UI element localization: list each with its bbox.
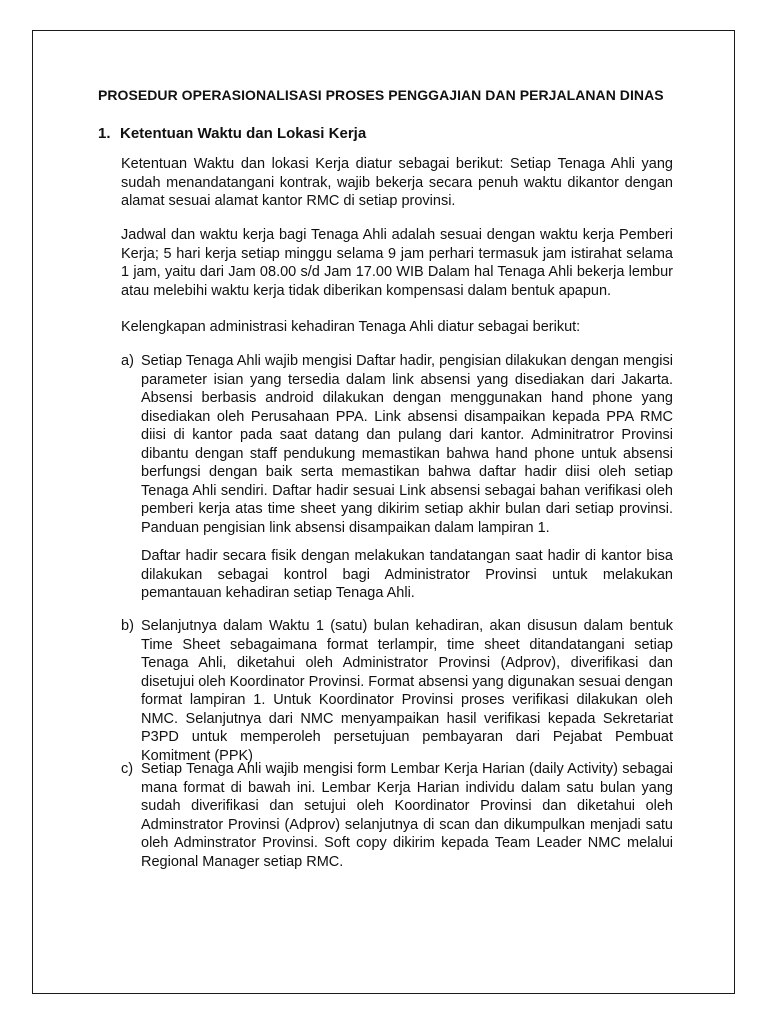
section-heading-text: Ketentuan Waktu dan Lokasi Kerja	[120, 125, 367, 142]
document-title: PROSEDUR OPERASIONALISASI PROSES PENGGAJIAN DAN PERJALANAN DINAS	[98, 87, 664, 103]
list-marker: c)	[121, 761, 134, 777]
list-marker: a)	[121, 353, 134, 369]
section-heading	[98, 125, 366, 142]
list-item-text: Setiap Tenaga Ahli wajib mengisi Daftar hadir, pengisian dilakukan dengan mengisi parameter isian yang tersedia dalam link absensi yang disediakan dari Jakarta. Absensi berbasis android dilakukan dengan menggunakan hand phone yang disediakan oleh Perusahaan PPA. Link absensi disampaikan kepada PPA RMC diisi di kantor pada saat datang dan pulang dari kantor. Adminitratror Provinsi dibantu dengan staff pendukung memastikan bahwa hand phone untuk absensi berfungsi dengan baik serta memastikan bahwa daftar hadir diisi oleh setiap Tenaga Ahli sendiri. Daftar hadir sesuai Link absensi sebagai bahan verifikasi oleh pemberi kerja atas time sheet yang dikirim setiap akhir bulan dari setiap provinsi. Panduan pengisian link absensi disampaikan dalam lampiran 1.	[141, 353, 673, 536]
list-marker: b)	[121, 618, 134, 634]
paragraph-admin-intro: Kelengkapan administrasi kehadiran Tenaga Ahli diatur sebagai berikut:	[121, 319, 581, 335]
list-item-b	[121, 617, 673, 765]
list-item-text: Setiap Tenaga Ahli wajib mengisi form Lembar Kerja Harian (daily Activity) sebagai mana format di bawah ini. Lembar Kerja Harian individu dalam satu bulan yang sudah diverifikasi dan setujui oleh Koordinator Provinsi dan diketahui oleh Adminstrator Provinsi (Adprov) selanjutnya di scan dan dikumpulkan menjadi satu oleh Adminstrator Provinsi. Soft copy dikirim kepada Team Leader NMC melalui Regional Manager setiap RMC.	[141, 761, 673, 870]
list-item-a	[121, 352, 673, 537]
paragraph-schedule: Jadwal dan waktu kerja bagi Tenaga Ahli adalah sesuai dengan waktu kerja Pemberi Kerja; 5 hari kerja setiap minggu selama 9 jam perhari termasuk jam istirahat selama 1 jam, yaitu dari Jam 08.00 s/d Jam 17.00 WIB Dalam hal Tenaga Ahli bekerja lembur atau melebihi waktu kerja tidak diberikan kompensasi dalam bentuk apapun.	[121, 227, 673, 299]
list-item-text: Selanjutnya dalam Waktu 1 (satu) bulan kehadiran, akan disusun dalam bentuk Time Sheet sebagaimana format terlampir, time sheet ditandatangani setiap Tenaga Ahli, diketahui oleh Administrator Provinsi (Adprov), diverifikasi dan disetujui oleh Koordinator Provinsi. Format absensi yang digunakan sesuai dengan format lampiran 1. Untuk Koordinator Provinsi proses verifikasi dilakukan oleh NMC. Selanjutnya dari NMC menyampaikan hasil verifikasi kepada Sekretariat P3PD untuk memperoleh persetujuan pembayaran dari Pejabat Pembuat Komitment (PPK)	[141, 618, 673, 764]
paragraph-intro: Ketentuan Waktu dan lokasi Kerja diatur sebagai berikut: Setiap Tenaga Ahli yang sudah menandatangani kontrak, wajib bekerja secara penuh waktu dikantor dengan alamat sesuai alamat kantor RMC di setiap provinsi.	[121, 156, 673, 209]
list-item-c	[121, 760, 673, 871]
section-number: 1.	[98, 125, 111, 142]
list-item-a-extra: Daftar hadir secara fisik dengan melakukan tandatangan saat hadir di kantor bisa dilakukan sebagai kontrol bagi Administrator Provinsi untuk melakukan pemantauan kehadiran setiap Tenaga Ahli.	[141, 548, 673, 601]
